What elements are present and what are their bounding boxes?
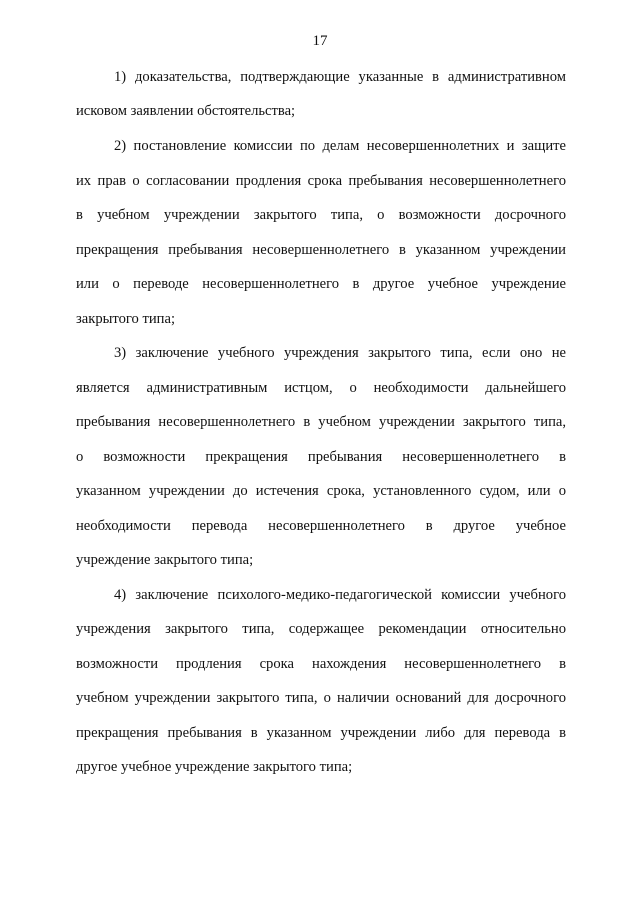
item-4-line-2: учреждения закрытого типа, содержащее рекомендации относительно xyxy=(76,621,566,637)
item-3-line-5: указанном учреждении до истечения срока, установленного судом, или о xyxy=(76,483,566,499)
item-4-line-4: учебном учреждении закрытого типа, о наличии оснований для досрочного xyxy=(76,690,566,706)
item-2-line-4: прекращения пребывания несовершеннолетнего в указанном учреждении xyxy=(76,242,566,258)
item-2-line-1: 2) постановление комиссии по делам несовершеннолетних и защите xyxy=(114,138,566,154)
item-3-line-2: является административным истцом, о необходимости дальнейшего xyxy=(76,380,566,396)
item-4-line-5: прекращения пребывания в указанном учреждении либо для перевода в xyxy=(76,725,566,741)
item-2-line-3: в учебном учреждении закрытого типа, о возможности досрочного xyxy=(76,207,566,223)
item-3-line-7: учреждение закрытого типа; xyxy=(76,552,254,568)
item-1-line-1: 1) доказательства, подтверждающие указанные в административном xyxy=(114,69,566,85)
item-3-line-3: пребывания несовершеннолетнего в учебном учреждении закрытого типа, xyxy=(76,414,566,430)
item-3-line-1: 3) заключение учебного учреждения закрытого типа, если оно не xyxy=(114,345,566,361)
item-2-line-2: их прав о согласовании продления срока пребывания несовершеннолетнего xyxy=(76,173,566,189)
item-4-line-3: возможности продления срока нахождения несовершеннолетнего в xyxy=(76,656,566,672)
item-3-line-4: о возможности прекращения пребывания несовершеннолетнего в xyxy=(76,449,566,465)
item-3-line-6: необходимости перевода несовершеннолетнего в другое учебное xyxy=(76,518,566,534)
item-4-line-6: другое учебное учреждение закрытого типа; xyxy=(76,759,353,775)
page-number: 17 xyxy=(312,33,328,49)
item-1-line-2: исковом заявлении обстоятельства; xyxy=(76,103,296,119)
item-4-line-1: 4) заключение психолого-медико-педагогической комиссии учебного xyxy=(114,587,566,603)
item-2-line-6: закрытого типа; xyxy=(76,311,176,327)
item-2-line-5: или о переводе несовершеннолетнего в другое учебное учреждение xyxy=(76,276,566,292)
